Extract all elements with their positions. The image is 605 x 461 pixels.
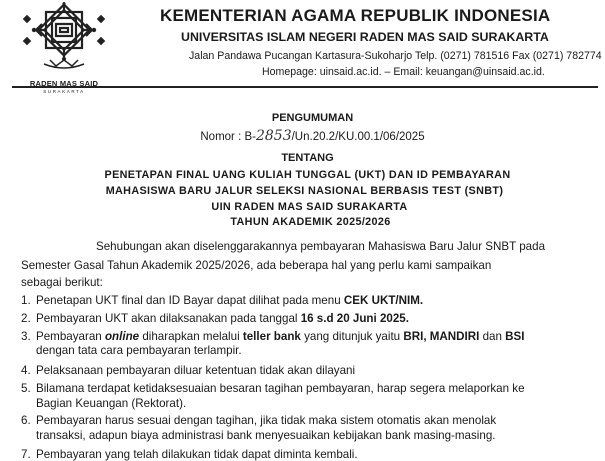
logo-caption: RADEN MAS SAID [29, 79, 99, 88]
announcement-heading: PENGUMUMAN [271, 112, 354, 124]
number-prefix: Nomor : B- [200, 131, 256, 143]
title-line-2: MAHASISWA BARU JALUR SELEKSI NASIONAL BERBASIS TEST (SNBT) [105, 185, 504, 197]
intro-line-3: sebagai berikut: [21, 276, 103, 289]
university-name: UNIVERSITAS ISLAM NEGERI RADEN MAS SAID SURAKARTA [181, 30, 549, 44]
number-handwritten: 2853 [255, 128, 292, 144]
contact-line: Homepage: uinsaid.ac.id. – Email: keuangan@uinsaid.ac.id. [262, 66, 545, 78]
intro-line-2: Semester Gasal Tahun Akademik 2025/2026, ada beberapa hal yang perlu kami sampaikan [21, 259, 492, 272]
title-line-4: TAHUN AKADEMIK 2025/2026 [230, 216, 391, 228]
about-heading: TENTANG [281, 152, 334, 164]
announcement-number [10, 128, 605, 144]
intro-line-1: Sehubungan akan diselenggarakannya pembayaran Mahasiswa Baru Jalur SNBT pada [96, 240, 546, 253]
logo-subcaption: SURAKARTA [43, 89, 85, 94]
title-line-3: UIN RADEN MAS SAID SURAKARTA [211, 201, 408, 213]
title-line-1: PENETAPAN FINAL UANG KULIAH TUNGGAL (UKT) DAN ID PEMBAYARAN [104, 169, 511, 181]
address-line: Jalan Pandawa Pucangan Kartasura-Sukoharjo Telp. (0271) 781516 Fax (0271) 782774 [189, 50, 602, 62]
ministry-name: KEMENTERIAN AGAMA REPUBLIK INDONESIA [160, 6, 551, 25]
number-suffix: /Un.20.2/KU.00.1/06/2025 [291, 131, 425, 143]
letterhead-divider [12, 86, 598, 88]
document-page: RADEN MAS SAID SURAKARTA KEMENTERIAN AGAMA REPUBLIK INDONESIA UNIVERSITAS ISLAM NEGERI RADEN MAS SAID SURAKARTA Jalan Pandawa Pucangan Kartasura-Sukoharjo Telp. (0271) 781516 Fax (0271) 782774 Homepage: uinsaid.ac.id. – Email: keuangan@uinsaid.ac.id. PENGUMUMAN Nomor : B-2853/Un.20.2/KU.00.1/06/2025 TENTANG PENETAPAN FINAL UANG KULIAH TUNGGAL (UKT) DAN ID PEMBAYARAN MAHASISWA BARU JALUR SELEKSI NASIONAL BERBASIS TEST (SNBT) UIN RADEN MAS SAID SURAKARTA TAHUN AKADEMIK 2025/2026 Sehubungan akan diselenggarakannya pembayaran Mahasiswa Baru Jalur SNBT pada Semester Gasal Tahun Akademik 2025/2026, ada beberapa hal yang perlu kami sampaikan sebagai berikut: 1. Penetapan UKT final dan ID Bayar dapat dilihat pada menu CEK UKT/NIM. 2. Pembayaran UKT akan dilaksanakan pada tanggal 16 s.d 20 Juni 2025. 3. Pembayaran online diharapkan melalui teller bank yang ditunjuk yaitu BRI, MANDIRI dan BSI dengan tata cara pembayaran terlampir. 4. Pelaksanaan pembayaran diluar ketentuan tidak akan dilayani 5. Bilamana terdapat ketidaksesuaian besaran tagihan pembayaran, harap segera melaporkan ke Bagian Keuangan (Rektorat). 6. Pembayaran harus sesuai dengan tagihan, jika tidak maka sistem otomatis akan menolak transaksi, adapun biaya administrasi bank menyesuaikan kebijakan bank masing-masing. 7. Pembayaran yang telah dilakukan tidak dapat diminta kembali. [0, 0, 605, 437]
